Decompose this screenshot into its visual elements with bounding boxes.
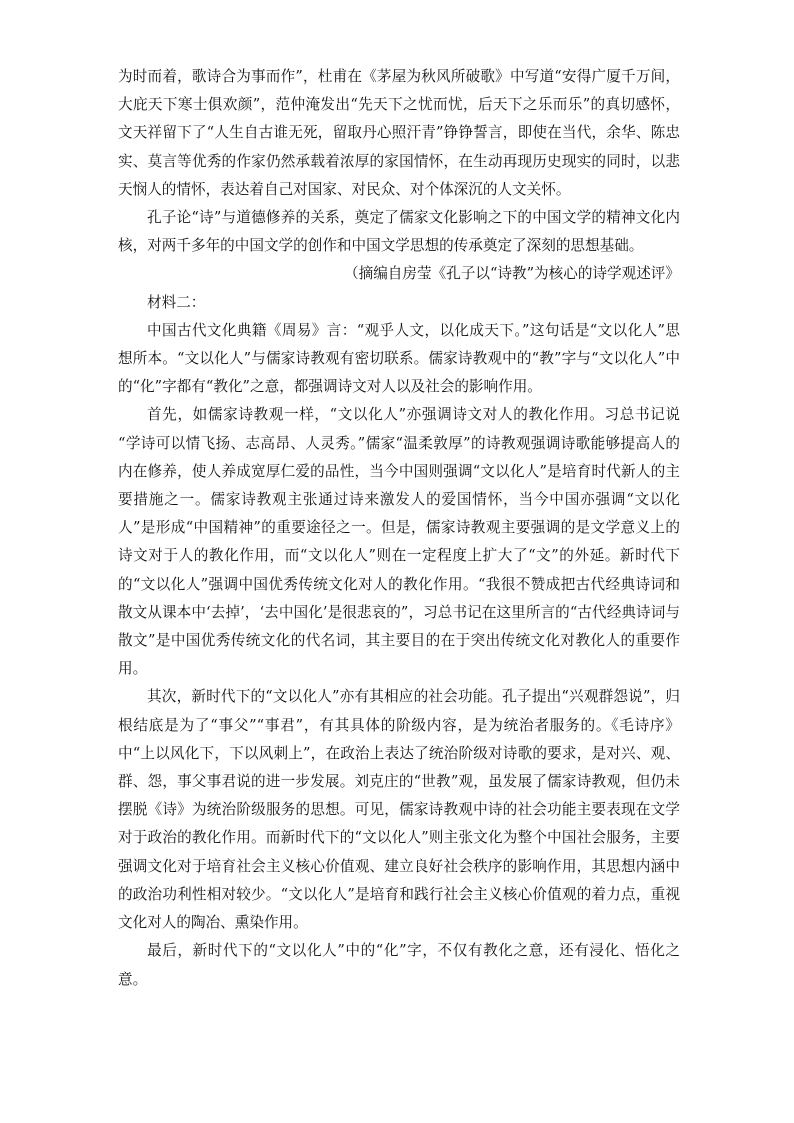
source-citation: （摘编自房莹《孔子以“诗教”为核心的诗学观述评》 <box>344 265 680 283</box>
paragraph-second: 其次，新时代下的“文以化人”亦有其相应的社会功能。孔子提出“兴观群怨说”，归根结底是为了“事父”“事君”，有其具体的阶级内容，是为统治者服务的。《毛诗序》中“上以风化下，下以风刺上”，在政治上表达了统治阶级对诗歌的要求，是对兴、观、群、怨，事父事君说的进一步发展。刘克庄的“世教”观，虽发展了儒家诗教观，但仍未摆脱《诗》为统治阶级服务的思想。可见，儒家诗教观中诗的社会功能主要表现在文学对于政治的教化作用。而新时代下的“文以化人”则主张文化为整个中国社会服务，主要强调文化对于培育社会主义核心价值观、建立良好社会秩序的影响作用，其思想内涵中的政治功利性相对较少。“文以化人”是培育和践行社会主义核心价值观的着力点，重视文化对人的陶冶、熏染作用。 <box>118 688 680 932</box>
paragraph-last: 最后，新时代下的“文以化人”中的“化”字，不仅有教化之意，还有浸化、悟化之意。 <box>118 942 680 988</box>
paragraph-zhouyi: 中国古代文化典籍《周易》言：“观乎人文，以化成天下。”这句话是“文以化人”思想所本。“文以化人”与儒家诗教观有密切联系。儒家诗教观中的“教”字与“文以化人”中的“化”字都有“教化”之意，都强调诗文对人以及社会的影响作用。 <box>118 321 680 396</box>
paragraph-confucius-poetry: 孔子论“诗”与道德修养的关系，奠定了儒家文化影响之下的中国文学的精神文化内核，对两千多年的中国文学的创作和中国文学思想的传承奠定了深刻的思想基础。 <box>118 209 680 255</box>
material-two-label: 材料二： <box>147 293 206 311</box>
document-page <box>118 63 680 994</box>
paragraph-continued: 为时而着，歌诗合为事而作”，杜甫在《茅屋为秋风所破歌》中写道“安得广厦千万间，大庇天下寒士俱欢颜”，范仲淹发出“先天下之忧而忧，后天下之乐而乐”的真切感怀，文天祥留下了“人生自古谁无死，留取丹心照汗青”铮铮誓言，即使在当代，余华、陈忠实、莫言等优秀的作家仍然承载着浓厚的家国情怀，在生动再现历史现实的同时，以悲天悯人的情怀，表达着自己对国家、对民众、对个体深沉的人文关怀。 <box>118 68 680 198</box>
paragraph-first: 首先，如儒家诗教观一样，“文以化人”亦强调诗文对人的教化作用。习总书记说 “学诗可以情飞扬、志高昂、人灵秀。”儒家“温柔敦厚”的诗教观强调诗歌能够提高人的内在修养，使人养成宽厚仁爱的品性，当今中国则强调“文以化人”是培育时代新人的主要措施之一。儒家诗教观主张通过诗来激发人的爱国情怀，当今中国亦强调“文以化人”是形成“中国精神”的重要途径之一。但是，儒家诗教观主要强调的是文学意义上的诗文对于人的教化作用，而“文以化人”则在一定程度上扩大了“文”的外延。新时代下的“文以化人”强调中国优秀传统文化对人的教化作用。“我很不赞成把古代经典诗词和散文从课本中‘去掉’，‘去中国化’是很悲哀的”，习总书记在这里所言的“古代经典诗词与散文”是中国优秀传统文化的代名词，其主要目的在于突出传统文化对教化人的重要作用。 <box>118 406 680 678</box>
